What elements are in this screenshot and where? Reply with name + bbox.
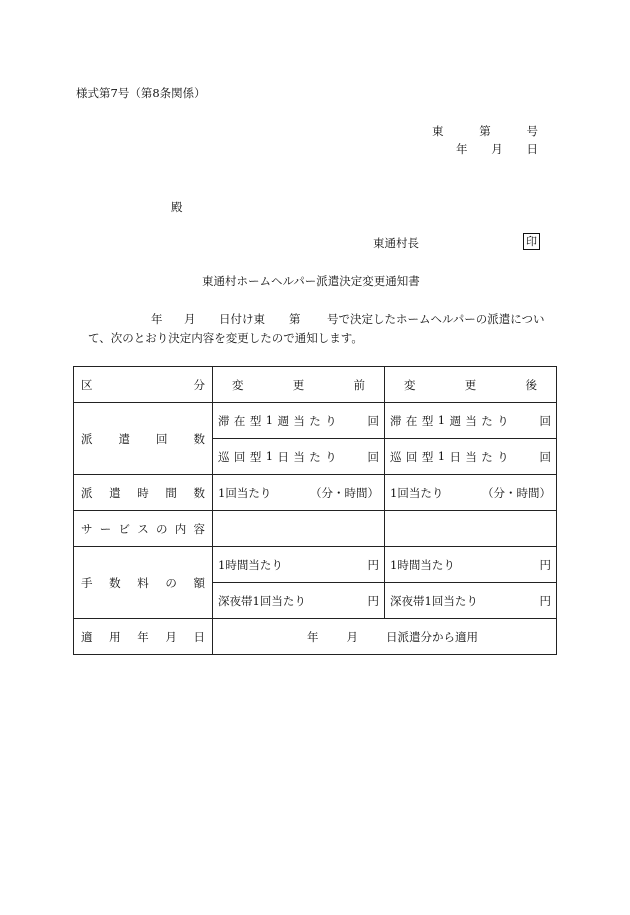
document-number: 東 第 号: [432, 124, 538, 138]
after-fee-hourly: 1時間当たり 円: [385, 547, 557, 583]
before-stay-type: 滞 在 型 1 週 当 た り 回: [213, 403, 385, 439]
label-effective-date: 適 用 年 月 日: [74, 619, 213, 655]
label-dispatch-time: 派 遣 時 間 数: [74, 475, 213, 511]
before-service-content: [213, 511, 385, 547]
label-fee: 手 数 料 の 額: [74, 547, 213, 619]
table-row: [74, 403, 557, 439]
before-patrol-type: 巡 回 型 1 日 当 た り 回: [213, 439, 385, 475]
after-service-content: [385, 511, 557, 547]
issue-date: 年 月 日: [456, 142, 538, 156]
header-category: 区 分: [74, 367, 213, 403]
after-fee-late-night: 深夜帯1回当たり 円: [385, 583, 557, 619]
after-dispatch-time: 1回当たり （分・時間）: [385, 475, 557, 511]
header-before: 変 更 前: [213, 367, 385, 403]
after-patrol-type: 巡 回 型 1 日 当 た り 回: [385, 439, 557, 475]
issuer-name: 東通村長: [373, 236, 419, 250]
effective-date-value: 年 月 日派遣分から適用: [213, 619, 557, 655]
label-service-content: サ ー ビ ス の 内 容: [74, 511, 213, 547]
header-after: 変 更 後: [385, 367, 557, 403]
before-fee-late-night: 深夜帯1回当たり 円: [213, 583, 385, 619]
document-title: 東通村ホームヘルパー派遣決定変更通知書: [202, 274, 420, 288]
addressee-honorific: 殿: [171, 200, 183, 214]
before-dispatch-time: 1回当たり （分・時間）: [213, 475, 385, 511]
change-table: [73, 366, 557, 655]
table-row: [74, 511, 557, 547]
table-row: [74, 619, 557, 655]
label-dispatch-count: 派 遣 回 数: [74, 403, 213, 475]
seal-mark: 印: [523, 233, 540, 250]
body-line-2: て、次のとおり決定内容を変更したので通知します。: [88, 331, 363, 345]
table-row: [74, 547, 557, 583]
after-stay-type: 滞 在 型 1 週 当 た り 回: [385, 403, 557, 439]
form-number: 様式第7号（第8条関係）: [76, 86, 206, 100]
before-fee-hourly: 1時間当たり 円: [213, 547, 385, 583]
table-row: [74, 475, 557, 511]
table-header-row: [74, 367, 557, 403]
